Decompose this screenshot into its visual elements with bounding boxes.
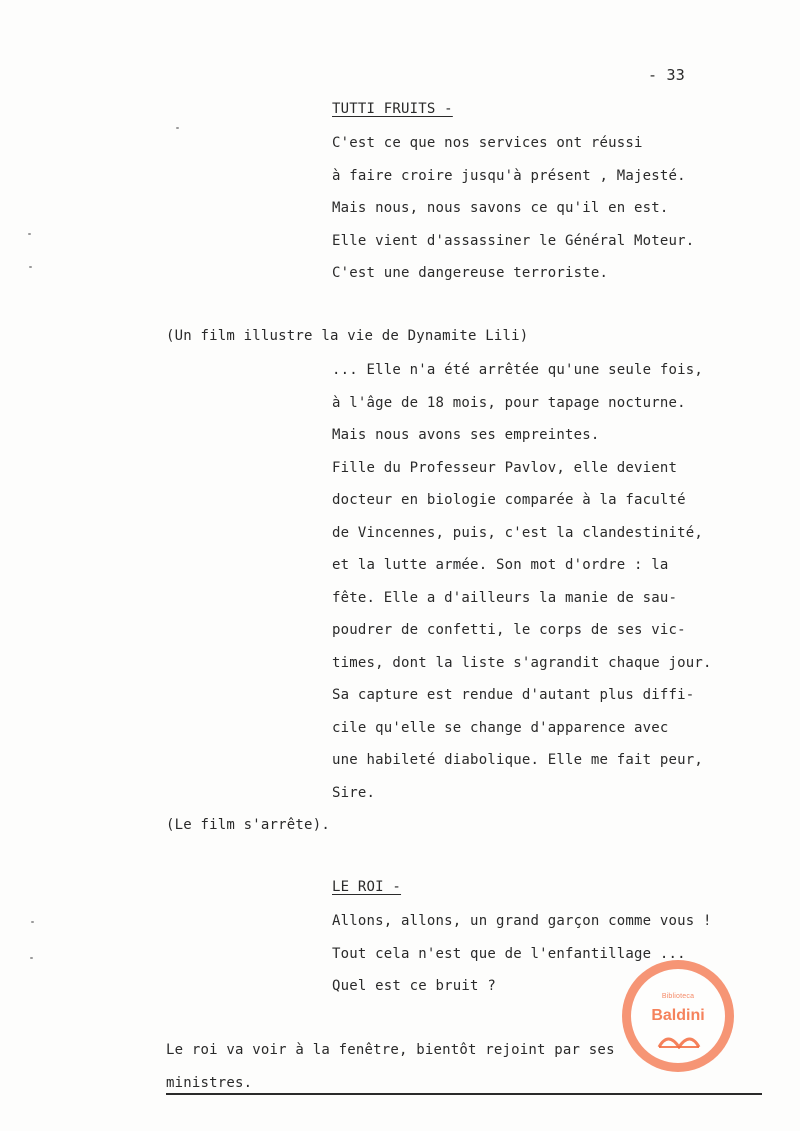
narration-line: times, dont la liste s'agrandit chaque jour. [332, 654, 712, 671]
narration-line: à l'âge de 18 mois, pour tapage nocturne. [332, 394, 686, 411]
narration-line: docteur en biologie comparée à la faculté [332, 492, 686, 508]
dialogue-line: Quel est ce bruit ? [332, 978, 496, 994]
paper-speck [31, 921, 34, 923]
book-icon [657, 1027, 701, 1049]
dialogue-line: Mais nous, nous savons ce qu'il en est. [332, 200, 669, 216]
page-number: - 33 [648, 66, 685, 84]
speech-tutti-fruits [332, 133, 694, 296]
narration-line: Sa capture est rendue d'autant plus diffi- [332, 687, 695, 703]
narration-block [332, 360, 712, 815]
narration-line: poudrer de confetti, le corps de ses vic- [332, 622, 686, 638]
narration-line: Fille du Professeur Pavlov, elle devient [332, 459, 678, 476]
stage-direction-film-stops: (Le film s'arrête). [166, 817, 330, 833]
library-stamp [622, 960, 734, 1072]
paper-speck [176, 127, 179, 129]
paper-speck [28, 233, 31, 235]
speaker-le-roi: LE ROI - [332, 879, 402, 895]
dialogue-line: C'est ce que nos services ont réussi [332, 135, 643, 151]
narration-line: une habileté diabolique. Elle me fait peur, [332, 752, 704, 768]
dialogue-line: Allons, allons, un grand garçon comme vous ! [332, 913, 712, 929]
speaker-tutti-fruits: TUTTI FRUITS - [332, 101, 453, 117]
paper-speck [29, 266, 32, 268]
stage-direction-window [166, 1040, 615, 1105]
dialogue-line: Tout cela n'est que de l'enfantillage ... [332, 945, 686, 962]
stamp-arc-text [651, 983, 706, 1005]
narration-line: Mais nous avons ses empreintes. [332, 427, 600, 443]
narration-line: cile qu'elle se change d'apparence avec [332, 719, 669, 736]
narration-line: Sire. [332, 784, 376, 801]
stage-line: Le roi va voir à la fenêtre, bientôt rejoint par ses [166, 1042, 615, 1058]
stage-line: ministres. [166, 1074, 253, 1091]
paper-speck [30, 957, 33, 959]
narration-line: fête. Elle a d'ailleurs la manie de sau- [332, 589, 678, 606]
bottom-rule [166, 1093, 762, 1095]
dialogue-line: Elle vient d'assassiner le Général Moteur. [332, 232, 695, 249]
dialogue-line: à faire croire jusqu'à présent , Majesté. [332, 167, 686, 184]
stage-direction-film: (Un film illustre la vie de Dynamite Lili) [166, 328, 529, 344]
narration-line: ... Elle n'a été arrêtée qu'une seule fois, [332, 362, 704, 378]
stamp-logo-text: Baldini [651, 1007, 705, 1024]
dialogue-line: C'est une dangereuse terroriste. [332, 265, 609, 281]
narration-line: de Vincennes, puis, c'est la clandestinité, [332, 524, 704, 541]
svg-text:Biblioteca: Biblioteca [661, 993, 695, 1000]
narration-line: et la lutte armée. Son mot d'ordre : la [332, 557, 669, 573]
